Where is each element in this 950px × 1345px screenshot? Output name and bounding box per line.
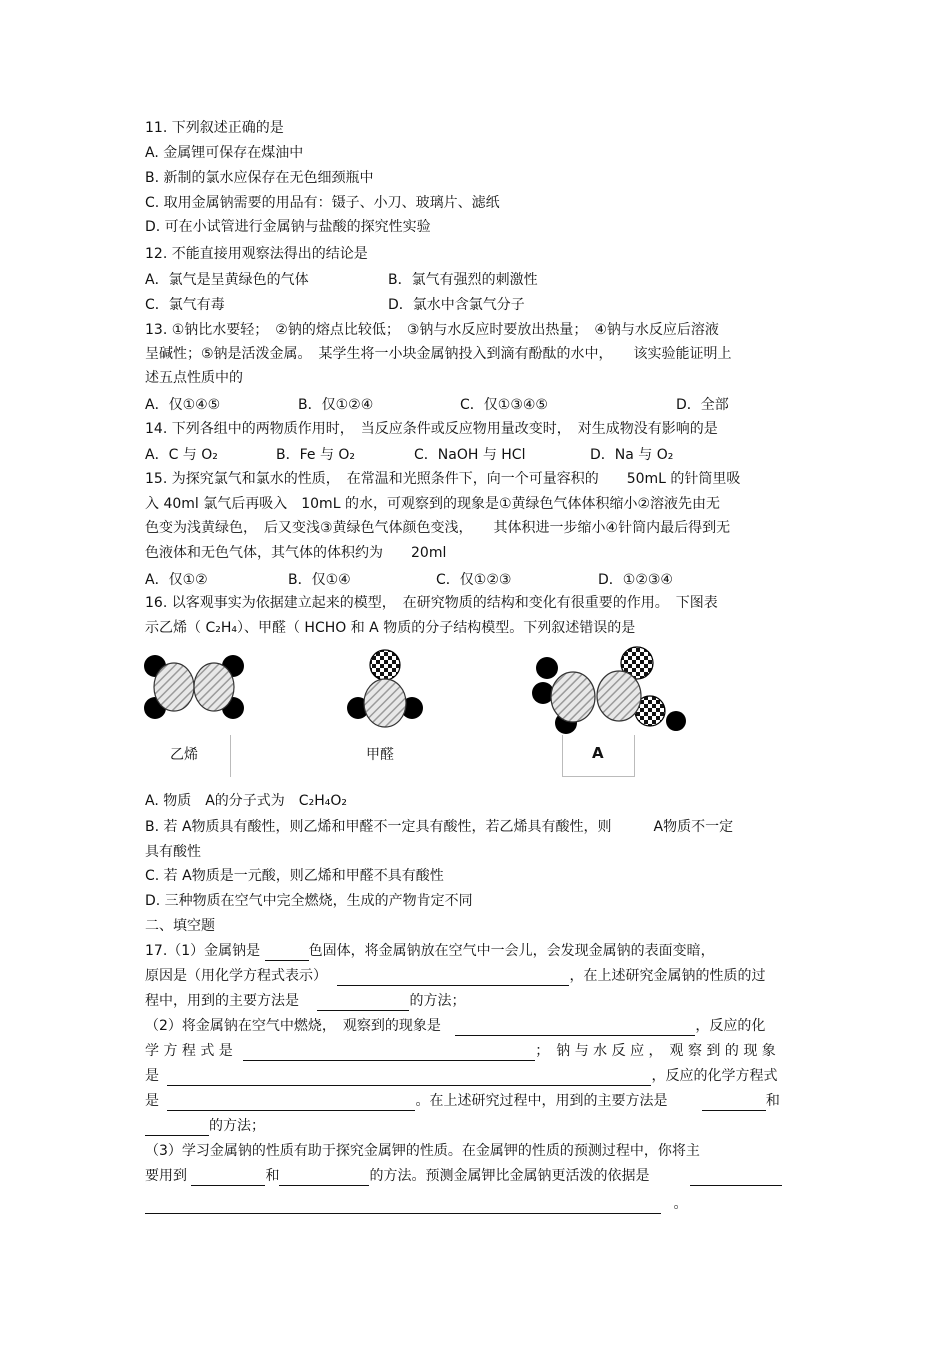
q14-stem: 14. 下列各组中的两物质作用时， 当反应条件或反应物用量改变时， 对生成物没有影响的是 (145, 421, 718, 437)
q16-line-1: 16. 以客观事实为依据建立起来的模型， 在研究物质的结构和变化有很重要的作用。 下图表 (145, 595, 718, 611)
q12-option-b: B．氯气有强烈的刺激性 (388, 272, 538, 288)
molecule-models-figure (140, 640, 700, 790)
q17-line-10-text-b: 和 (265, 1168, 280, 1184)
q17-line-7 (145, 1091, 780, 1111)
q17-line-5-text-b: ； 钠 与 水 反 应 ， 观 察 到 的 现 象 (535, 1043, 776, 1059)
q17-line-8-text-b: 的方法； (209, 1118, 265, 1134)
q13-option-b: B．仅①②④ (298, 397, 374, 413)
answer-blank-water-phenomenon[interactable] (167, 1069, 651, 1086)
q14-option-d: D．Na 与 O₂ (590, 447, 674, 463)
figure-divider-3 (634, 735, 635, 777)
q14-option-b: B．Fe 与 O₂ (276, 447, 356, 463)
q17-line-7-text-b: 。在上述研究过程中，用到的主要方法是 (415, 1093, 668, 1109)
figure-divider-bottom (562, 776, 634, 777)
answer-blank-equation-1[interactable] (337, 969, 569, 986)
q15-line-3: 色变为浅黄绿色， 后又变浅③黄绿色气体颜色变浅， 其体积进一步缩小④针筒内最后得到无 (145, 520, 731, 536)
answer-blank-water-equation[interactable] (167, 1094, 415, 1111)
answer-blank-method-1[interactable] (317, 994, 409, 1011)
q17-line-4-text-a: （2）将金属钠在空气中燃烧， 观察到的现象是 (145, 1018, 441, 1034)
q14-option-c: C．NaOH 与 HCl (414, 447, 526, 463)
answer-blank-method-2[interactable] (702, 1094, 766, 1111)
q17-line-2-text-b: ，在上述研究金属钠的性质的过 (569, 968, 766, 984)
q17-line-5 (145, 1041, 776, 1061)
substance-a-model (532, 647, 686, 734)
q17-line-7-text-c: 和 (765, 1093, 780, 1109)
q12-stem: 12. 不能直接用观察法得出的结论是 (145, 246, 368, 262)
q17-line-3 (145, 991, 465, 1011)
q13-line-1: 13. ①钠比水要轻； ②钠的熔点比较低； ③钠与水反应时要放出热量； ④钠与水反应后溶液 (145, 322, 719, 338)
q16-option-d: D. 三种物质在空气中完全燃烧，生成的产物肯定不同 (145, 893, 473, 909)
answer-blank-combustion-phenomenon[interactable] (455, 1019, 695, 1036)
q17-line-2 (145, 966, 765, 986)
q15-option-d: D．①②③④ (598, 572, 673, 588)
q13-option-c: C．仅①③④⑤ (460, 397, 548, 413)
q17-line-9: （3）学习金属钠的性质有助于探究金属钾的性质。在金属钾的性质的预测过程中，你将主 (145, 1143, 700, 1159)
q17-line-4-text-b: ，反应的化 (695, 1018, 766, 1034)
q11-option-d: D. 可在小试管进行金属钠与盐酸的探究性实验 (145, 219, 431, 235)
q13-line-2: 呈碱性；⑤钠是活泼金属。 某学生将一小块金属钠投入到滴有酚酞的水中， 该实验能证明上 (145, 346, 732, 362)
q13-line-3: 述五点性质中的 (145, 370, 243, 386)
q17-line-1-text-b: 色固体，将金属钠放在空气中一会儿，会发现金属钠的表面变暗， (308, 943, 715, 959)
q17-line-3-text-a: 程中，用到的主要方法是 (145, 993, 299, 1009)
label-substance-a: A (592, 744, 604, 762)
q17-line-8 (145, 1116, 265, 1136)
q13-option-d: D．全部 (676, 397, 729, 413)
q17-line-6-text-b: ，反应的化学方程式 (651, 1068, 778, 1084)
q17-line-10-text-c: 的方法。预测金属钾比金属钠更活泼的依据是 (369, 1168, 650, 1184)
answer-blank-method-3[interactable] (145, 1119, 209, 1136)
answer-blank-method-4[interactable] (191, 1169, 265, 1186)
q17-line-2-text-a: 原因是（用化学方程式表示） (145, 968, 327, 984)
answer-blank-basis-2[interactable] (145, 1197, 661, 1214)
q17-line-10 (145, 1166, 782, 1186)
q17-line-4 (145, 1016, 765, 1036)
q17-line-1-text-a: 17.（1）金属钠是 (145, 943, 261, 959)
q16-option-c: C. 若 A物质是一元酸，则乙烯和甲醛不具有酸性 (145, 868, 444, 884)
q12-option-d: D．氯水中含氯气分子 (388, 297, 525, 313)
formaldehyde-model (347, 650, 423, 727)
q11-option-b: B. 新制的氯水应保存在无色细颈瓶中 (145, 170, 374, 186)
q11-option-a: A. 金属锂可保存在煤油中 (145, 145, 304, 161)
answer-blank-combustion-equation[interactable] (243, 1044, 535, 1061)
answer-blank-method-5[interactable] (279, 1169, 369, 1186)
q15-line-4: 色液体和无色气体，其气体的体积约为 20ml (145, 545, 447, 561)
q17-line-6 (145, 1066, 777, 1086)
q16-line-2: 示乙烯（ C₂H₄）、甲醛（ HCHO 和 A 物质的分子结构模型。下列叙述错误的是 (145, 620, 636, 636)
q15-option-c: C．仅①②③ (436, 572, 512, 588)
section-heading-fill-in: 二、填空题 (145, 918, 215, 934)
q17-line-1 (145, 941, 715, 961)
q16-option-b-line-2: 具有酸性 (145, 844, 201, 860)
q17-line-10-text-a: 要用到 (145, 1168, 187, 1184)
answer-blank-basis-1[interactable] (690, 1169, 782, 1186)
q12-option-c: C．氯气有毒 (145, 297, 225, 313)
q16-option-b-line-1: B. 若 A物质具有酸性，则乙烯和甲醛不一定具有酸性，若乙烯具有酸性，则 A物质不一定 (145, 819, 734, 835)
q17-line-6-text-a: 是 (145, 1068, 159, 1084)
q15-option-a: A．仅①② (145, 572, 208, 588)
q15-line-2: 入 40ml 氯气后再吸入 10mL 的水，可观察到的现象是①黄绿色气体体积缩小②溶液先由无 (145, 496, 721, 512)
q13-option-a: A．仅①④⑤ (145, 397, 221, 413)
answer-blank-color[interactable] (265, 944, 309, 961)
q14-option-a: A．C 与 O₂ (145, 447, 218, 463)
q15-option-b: B．仅①④ (288, 572, 351, 588)
figure-divider-2 (562, 735, 563, 777)
q11-stem: 11. 下列叙述正确的是 (145, 120, 284, 136)
figure-divider-1 (230, 735, 231, 777)
ethylene-model (144, 655, 244, 719)
q17-line-3-text-b: 的方法； (409, 993, 466, 1009)
q17-line-11-text-b: 。 (673, 1196, 688, 1212)
q17-line-11 (145, 1194, 687, 1214)
label-ethylene: 乙烯 (170, 747, 198, 763)
q16-option-a: A. 物质 A的分子式为 C₂H₄O₂ (145, 793, 347, 809)
label-formaldehyde: 甲醛 (366, 747, 394, 763)
q15-line-1: 15. 为探究氯气和氯水的性质， 在常温和光照条件下，向一个可量容积的 50mL 的针筒里吸 (145, 471, 741, 487)
q17-line-7-text-a: 是 (145, 1093, 159, 1109)
q17-line-5-text-a: 学 方 程 式 是 (145, 1043, 233, 1059)
q12-option-a: A．氯气是呈黄绿色的气体 (145, 272, 309, 288)
q11-option-c: C. 取用金属钠需要的用品有：镊子、小刀、玻璃片、滤纸 (145, 195, 500, 211)
